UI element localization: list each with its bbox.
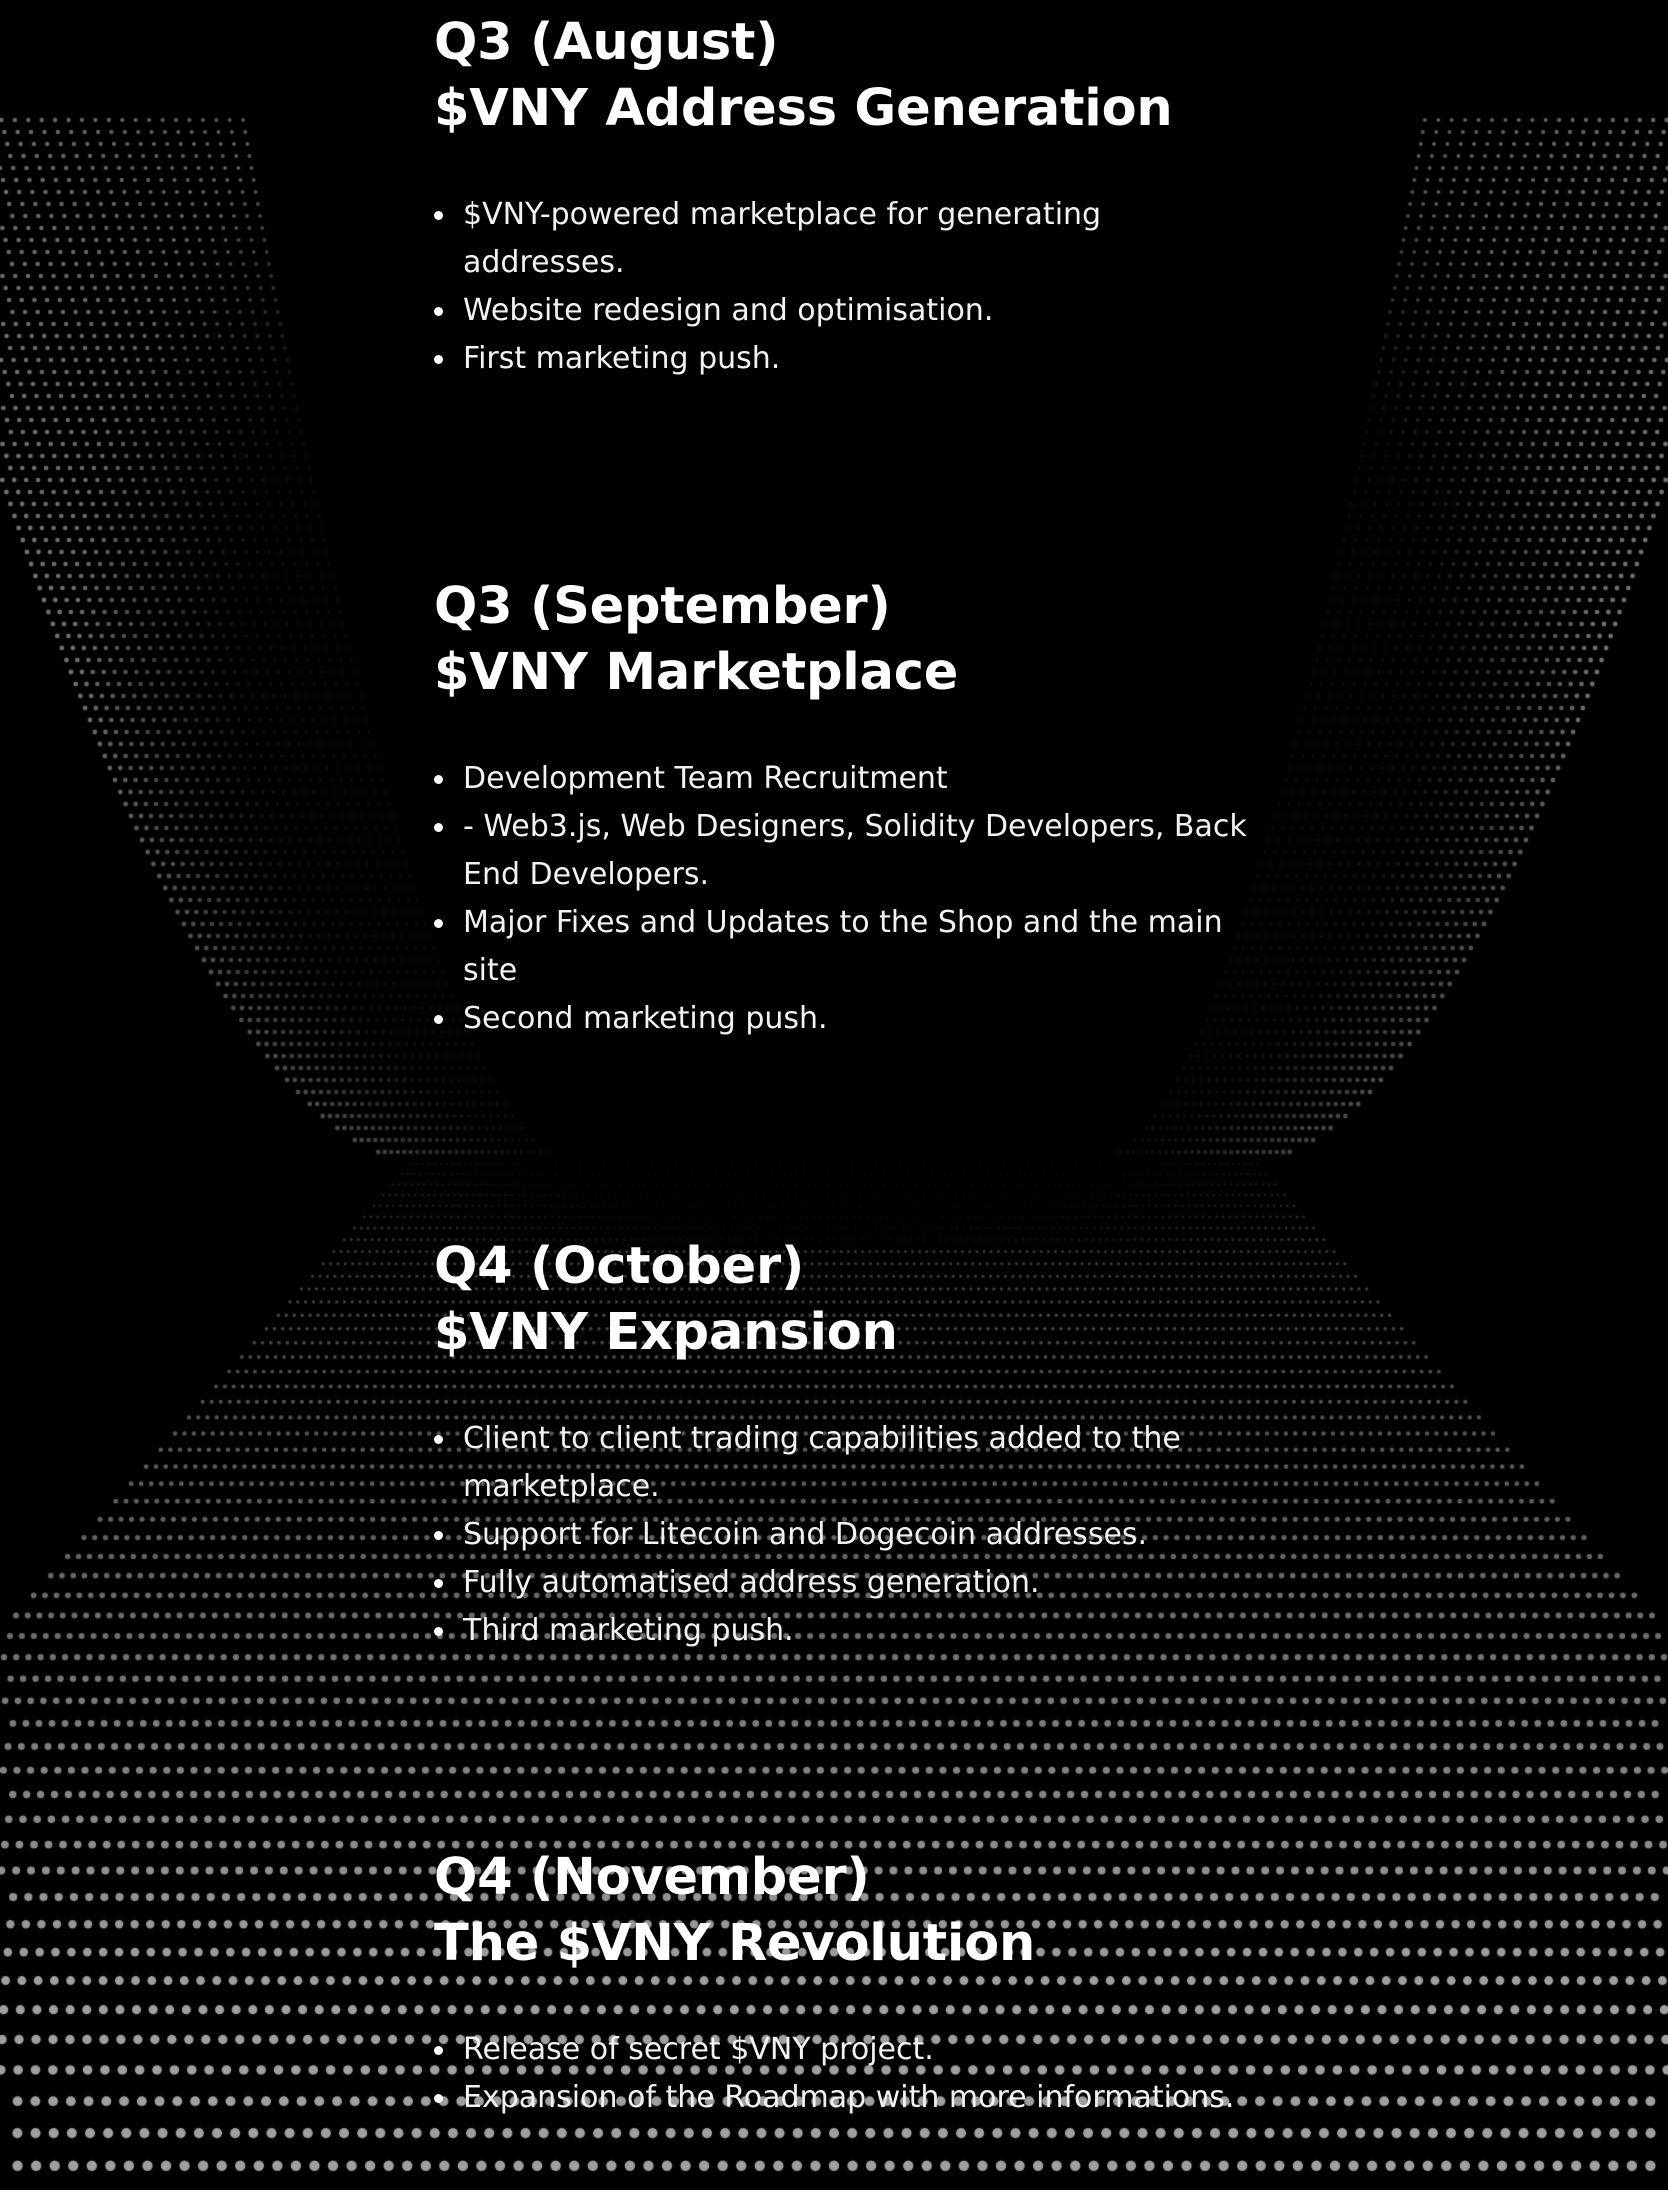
bullet-icon: [434, 2046, 443, 2055]
list-item: [434, 755, 1254, 803]
list-item: [434, 287, 1254, 335]
bullet-icon: [434, 211, 443, 220]
bullet-icon: [434, 1627, 443, 1636]
list-item-text: Website redesign and optimisation.: [463, 293, 994, 328]
list-item-text: Expansion of the Roadmap with more informations.: [463, 2080, 1235, 2115]
list-item: [434, 1559, 1254, 1607]
roadmap-phase-september: [434, 574, 1334, 1036]
phase-period: Q3 (August): [434, 13, 779, 72]
list-item-text: Third marketing push.: [463, 1613, 794, 1648]
list-item: [434, 2026, 1254, 2074]
phase-items: [434, 755, 1254, 1043]
list-item-text: Major Fixes and Updates to the Shop and the main site: [463, 905, 1223, 988]
list-item-text: - Web3.js, Web Designers, Solidity Developers, Back End Developers.: [463, 809, 1247, 892]
phase-title: The $VNY Revolution: [434, 1914, 1036, 1973]
phase-title: $VNY Marketplace: [434, 643, 959, 702]
list-item-text: Development Team Recruitment: [463, 761, 948, 796]
list-item: [434, 995, 1254, 1043]
phase-heading: [434, 1234, 1334, 1366]
list-item-text: Release of secret $VNY project.: [463, 2032, 934, 2067]
list-item-text: Client to client trading capabilities added to the marketplace.: [463, 1421, 1181, 1504]
bullet-icon: [434, 355, 443, 364]
list-item: [434, 1511, 1254, 1559]
phase-items: [434, 191, 1254, 383]
phase-items: [434, 2026, 1254, 2122]
list-item: [434, 1415, 1254, 1511]
phase-heading: [434, 574, 1334, 706]
bullet-icon: [434, 1531, 443, 1540]
list-item-text: Fully automatised address generation.: [463, 1565, 1040, 1600]
list-item: [434, 1607, 1254, 1655]
bullet-icon: [434, 1015, 443, 1024]
phase-heading: [434, 1845, 1334, 1977]
bullet-icon: [434, 775, 443, 784]
list-item-text: First marketing push.: [463, 341, 781, 376]
bullet-icon: [434, 919, 443, 928]
roadmap-phase-august: [434, 10, 1334, 376]
list-item: [434, 191, 1254, 287]
phase-heading: [434, 10, 1334, 142]
list-item: [434, 803, 1254, 899]
bullet-icon: [434, 1579, 443, 1588]
phase-period: Q3 (September): [434, 577, 891, 636]
bullet-icon: [434, 1435, 443, 1444]
phase-period: Q4 (October): [434, 1237, 805, 1296]
phase-items: [434, 1415, 1254, 1655]
bullet-icon: [434, 2094, 443, 2103]
list-item: [434, 335, 1254, 383]
bullet-icon: [434, 823, 443, 832]
phase-title: $VNY Expansion: [434, 1303, 898, 1362]
list-item-text: Support for Litecoin and Dogecoin addresses.: [463, 1517, 1148, 1552]
list-item: [434, 2074, 1254, 2122]
bullet-icon: [434, 307, 443, 316]
roadmap-phase-october: [434, 1234, 1334, 1648]
list-item-text: Second marketing push.: [463, 1001, 828, 1036]
list-item: [434, 899, 1254, 995]
list-item-text: $VNY-powered marketplace for generating addresses.: [463, 197, 1102, 280]
phase-period: Q4 (November): [434, 1848, 870, 1907]
roadmap-phase-november: [434, 1845, 1334, 2115]
phase-title: $VNY Address Generation: [434, 79, 1173, 138]
